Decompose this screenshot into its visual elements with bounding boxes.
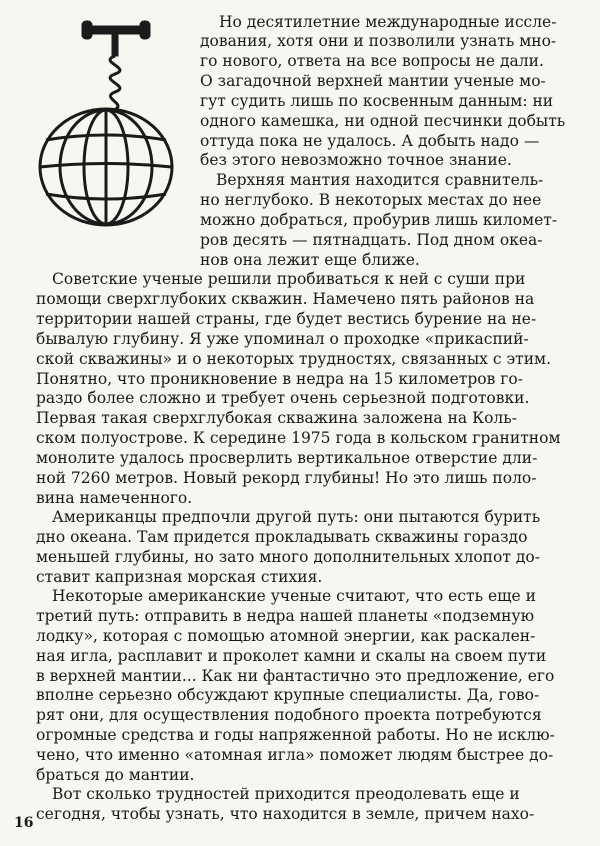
text-line: помощи сверхглубоких скважин. Намечено пять районов на bbox=[36, 290, 535, 308]
corkscrew-handle-icon bbox=[82, 21, 150, 56]
globe-icon bbox=[40, 109, 172, 225]
text-line: огромные средства и годы напряженной работы. Но не исклю- bbox=[36, 726, 555, 744]
text-line: ставит капризная морская стихия. bbox=[36, 568, 323, 586]
text-line: рят они, для осуществления подобного проекта потребуются bbox=[36, 706, 542, 724]
text-line: в верхней мантии... Как ни фантастично это предложение, его bbox=[36, 667, 555, 685]
text-line: ной 7260 метров. Новый рекорд глубины! Но это лишь поло- bbox=[36, 469, 537, 487]
text-line: бывалую глубину. Я уже упоминал о проходке «прикаспий- bbox=[36, 330, 529, 348]
text-line: гут судить лишь по косвенным данным: ни bbox=[200, 92, 554, 110]
text-line: Советские ученые решили пробиваться к ней с суши при bbox=[52, 270, 526, 288]
text-line: Но десятилетние международные иссле- bbox=[219, 13, 557, 31]
text-line: нов она лежит еще ближе. bbox=[200, 251, 420, 269]
text-line: но неглубоко. В некоторых местах до нее bbox=[200, 191, 542, 209]
text-line: Вот сколько трудностей приходится преодолевать еще и bbox=[52, 785, 520, 803]
text-line: вполне серьезно обсуждают крупные специалисты. Да, гово- bbox=[36, 686, 540, 704]
text-line: О загадочной верхней мантии ученые мо- bbox=[200, 72, 546, 90]
text-line: дования, хотя они и позволили узнать мно- bbox=[200, 32, 557, 50]
globe-corkscrew-illustration bbox=[28, 12, 188, 227]
text-line: го нового, ответа на все вопросы не дали. bbox=[200, 52, 544, 70]
text-line: Понятно, что проникновение в недра на 15 километров го- bbox=[36, 370, 523, 388]
text-line: ской скважины» и о некоторых трудностях, связанных с этим. bbox=[36, 350, 552, 368]
text-line: дно океана. Там придется прокладывать скважины гораздо bbox=[36, 528, 528, 546]
text-line: ров десять — пятнадцать. Под дном океа- bbox=[200, 231, 543, 249]
text-line: Первая такая сверхглубокая скважина заложена на Коль- bbox=[36, 409, 517, 427]
text-line: лодку», которая с помощью атомной энергии, как раскален- bbox=[36, 627, 536, 645]
text-line: Американцы предпочли другой путь: они пытаются бурить bbox=[52, 508, 541, 526]
text-line: Верхняя мантия находится сравнитель- bbox=[216, 171, 544, 189]
text-line: ная игла, расплавит и проколет камни и скалы на своем пути bbox=[36, 647, 547, 665]
text-line: раздо более сложно и требует очень серьезной подготовки. bbox=[36, 389, 530, 407]
corkscrew-spiral-icon bbox=[110, 56, 120, 110]
text-line: сегодня, чтобы узнать, что находится в земле, причем нахо- bbox=[36, 805, 535, 823]
text-line: чено, что именно «атомная игла» поможет людям быстрее до- bbox=[36, 746, 554, 764]
text-line: можно добраться, пробурив лишь километ- bbox=[200, 211, 558, 229]
page-number: 16 bbox=[14, 815, 34, 831]
text-line: без этого невозможно точное знание. bbox=[200, 151, 512, 169]
text-line: монолите удалось просверлить вертикальное отверстие дли- bbox=[36, 449, 538, 467]
text-line: территории нашей страны, где будет вестись бурение на не- bbox=[36, 310, 537, 328]
text-line: оттуда пока не удалось. А добыть надо — bbox=[200, 132, 540, 150]
text-line: одного камешка, ни одной песчинки добыть bbox=[200, 112, 566, 130]
text-line: меньшей глубины, но зато много дополнительных хлопот до- bbox=[36, 548, 540, 566]
text-line: ском полуострове. К середине 1975 года в кольском гранитном bbox=[36, 429, 561, 447]
text-line: Некоторые американские ученые считают, что есть еще и bbox=[52, 587, 536, 605]
text-line: третий путь: отправить в недра нашей планеты «подземную bbox=[36, 607, 535, 625]
text-line: вина намеченного. bbox=[36, 489, 193, 507]
text-line: браться до мантии. bbox=[36, 766, 195, 784]
